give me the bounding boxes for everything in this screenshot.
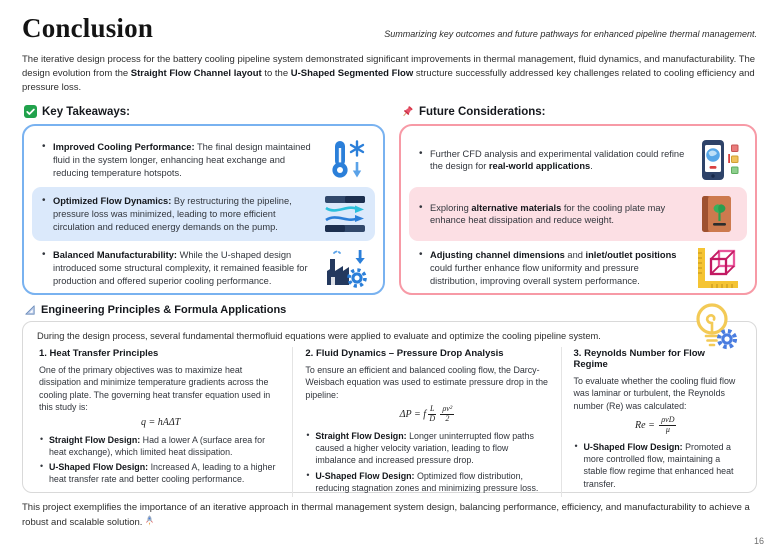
item-body: Optimized flow distribution, reducing stagnation zones and minimizing pressure loss.: [315, 470, 539, 493]
bullet-dot: •: [306, 469, 310, 480]
bullet-dot: •: [42, 249, 46, 261]
pushpin-icon: [401, 105, 414, 118]
thermometer-cold-icon: [321, 137, 369, 183]
formula-text: Re =: [635, 419, 658, 431]
list-item: [409, 133, 747, 187]
column-fluid-dynamics: [292, 347, 560, 496]
future-considerations-section: [399, 103, 757, 295]
text-segment-bold: Straight Flow Channel layout: [130, 67, 262, 79]
column-reynolds: [561, 347, 750, 496]
item-body: Promoted a more controlled flow, maintaining a stable flow regime that enhanced heat transfer.: [583, 442, 734, 489]
numerator: ρvD: [659, 416, 676, 426]
bullet-dot: •: [419, 249, 423, 261]
list-item: [32, 241, 375, 295]
bullet-dot: •: [574, 441, 578, 452]
list-item: [409, 187, 747, 241]
materials-book-icon: [693, 191, 741, 237]
denominator: 2: [445, 414, 450, 424]
bullet-dot: •: [419, 201, 423, 213]
flow-arrows-icon: [321, 191, 369, 237]
item-text: [419, 148, 687, 173]
text-segment-bold: inlet/outlet positions: [585, 250, 677, 261]
bulb-gear-icon: [686, 298, 744, 358]
column-body: To evaluate whether the cooling fluid flow was laminar or turbulent, the Reynolds number (Re) was calculated:: [573, 376, 736, 411]
engineering-title: Engineering Principles & Formula Applications: [41, 304, 287, 317]
bullet-dot: •: [42, 195, 46, 207]
text-segment-bold: Adjusting channel dimensions: [430, 250, 565, 261]
intro-paragraph: [22, 53, 757, 94]
item-label: U-Shaped Flow Design:: [583, 442, 683, 453]
column-body: One of the primary objectives was to maximize heat dissipation and minimize temperature gradients across the cooling plate. The governing heat transfer equation used in this study is:: [39, 365, 271, 412]
text-segment: Exploring: [430, 202, 472, 213]
item-text: [42, 141, 315, 179]
check-icon: [24, 105, 37, 118]
engineering-box: [22, 321, 757, 493]
list-item: [305, 470, 550, 494]
factory-gear-icon: [321, 245, 369, 291]
list-item: [305, 430, 550, 466]
list-item: [39, 461, 282, 485]
fraction: [440, 405, 454, 425]
text-segment: .: [590, 161, 593, 172]
text-segment: and: [564, 250, 586, 261]
item-label: U-Shaped Flow Design:: [315, 470, 415, 481]
page-title: Conclusion: [22, 13, 154, 43]
text-segment: for the cooling plate may enhance heat dissipation and reduce weight.: [430, 202, 666, 226]
text-segment: could further enhance flow uniformity and pressure distribution, improving overall system performance.: [430, 262, 640, 286]
bullet-dot: •: [306, 430, 310, 441]
future-considerations-title: Future Considerations:: [419, 105, 546, 118]
item-label: Balanced Manufacturability:: [53, 250, 177, 261]
header-row: [22, 13, 757, 44]
item-body: By restructuring the pipeline, pressure loss was minimized, leading to more efficient circulation and reduced energy demands on the pump.: [53, 196, 292, 232]
subtitle: Summarizing key outcomes and future pathways for enhanced pipeline thermal management.: [384, 29, 757, 39]
rocket-icon: [144, 515, 155, 526]
item-body: While the U-shaped design introduced some structural complexity, it remained feasible for production and offered superior cooling performance.: [53, 250, 308, 286]
column-title: 1. Heat Transfer Principles: [39, 348, 159, 360]
item-body: Longer uninterrupted flow paths caused a higher velocity variation, leading to flow imbalance and increased pressure drop.: [315, 431, 534, 466]
bullet-dot: •: [40, 433, 44, 444]
key-takeaways-title: Key Takeaways:: [42, 105, 131, 118]
bullet-dot: •: [40, 460, 44, 471]
cube-ruler-icon: [693, 245, 741, 291]
column-heat-transfer: [35, 347, 292, 496]
set-square-icon: [24, 304, 36, 316]
formula-heat-transfer: [39, 417, 282, 428]
list-item: [32, 187, 375, 241]
bullet-dot: •: [419, 147, 423, 159]
list-item: [574, 441, 740, 489]
list-item: [409, 241, 747, 295]
formula-reynolds: [574, 416, 740, 436]
key-takeaways-box: [22, 124, 385, 295]
item-body: The final design maintained fluid in the system longer, enhancing heat exchange and reducing temperature hotspots.: [53, 142, 311, 178]
item-label: Improved Cooling Performance:: [53, 142, 195, 153]
page-number: 16: [753, 536, 764, 546]
engineering-intro: During the design process, several fundamental thermofluid equations were applied to evaluate and optimize the cooling pipeline system.: [37, 331, 601, 342]
text-segment: The iterative design process for the battery cooling pipeline system demonstrated significant improvements in thermal management, fluid dynamics, and manufacturability. The design evolution from the: [22, 54, 756, 79]
future-considerations-header: [401, 105, 757, 118]
text-segment-bold: alternative materials: [471, 202, 562, 213]
item-text: [42, 195, 315, 233]
text-segment-bold: U-Shaped Segmented Flow: [290, 67, 414, 79]
column-title: 2. Fluid Dynamics – Pressure Drop Analysis: [305, 348, 504, 360]
formula-pressure-drop: [305, 405, 550, 425]
item-label: U-Shaped Flow Design:: [49, 461, 149, 472]
outro-paragraph: [22, 501, 757, 530]
outro-text: This project exemplifies the importance of an iterative approach in thermal management system design, balancing performance, efficiency, and manufacturability to achieve a robust and scalable solution.: [22, 502, 750, 529]
fraction: [659, 416, 676, 436]
item-body: Increased A, leading to a higher heat transfer rate and better cooling performance.: [49, 461, 276, 485]
item-body: Had a lower A (surface area for heat exchange), which limited heat dissipation.: [49, 434, 266, 457]
denominator: μ: [665, 425, 670, 435]
list-item: [39, 434, 282, 458]
mobile-app-icon: [693, 137, 741, 183]
key-takeaways-header: [24, 105, 385, 118]
numerator: ρv²: [440, 405, 454, 415]
formula-text: ΔP = f: [399, 408, 426, 420]
text-segment: structure successfully addressed key challenges related to cooling efficiency and pressure loss.: [22, 67, 755, 93]
item-label: Straight Flow Design:: [49, 434, 141, 445]
numerator: L: [428, 405, 436, 415]
fraction: [428, 405, 436, 425]
engineering-header: [24, 304, 757, 316]
column-title: 3. Reynolds Number for Flow Regime: [573, 348, 705, 371]
item-text: [419, 202, 687, 227]
key-takeaways-section: [22, 103, 385, 295]
item-label: Optimized Flow Dynamics:: [53, 196, 172, 207]
columns-row: [22, 103, 757, 295]
denominator: D: [429, 414, 436, 424]
text-segment: to the: [261, 67, 291, 79]
item-text: [42, 249, 315, 287]
text-segment: Further CFD analysis and experimental validation could refine the design for: [430, 148, 685, 172]
item-text: [419, 249, 687, 287]
text-segment-bold: real-world applications: [488, 161, 591, 172]
future-considerations-box: [399, 124, 757, 295]
bullet-dot: •: [42, 141, 46, 153]
engineering-columns: [35, 347, 750, 496]
list-item: [32, 133, 375, 187]
formula-text: q = hAΔT: [141, 416, 181, 428]
item-label: Straight Flow Design:: [315, 431, 407, 442]
column-body: To ensure an efficient and balanced cooling flow, the Darcy-Weisbach equation was used to estimate pressure drop in the pipeline:: [305, 365, 548, 400]
